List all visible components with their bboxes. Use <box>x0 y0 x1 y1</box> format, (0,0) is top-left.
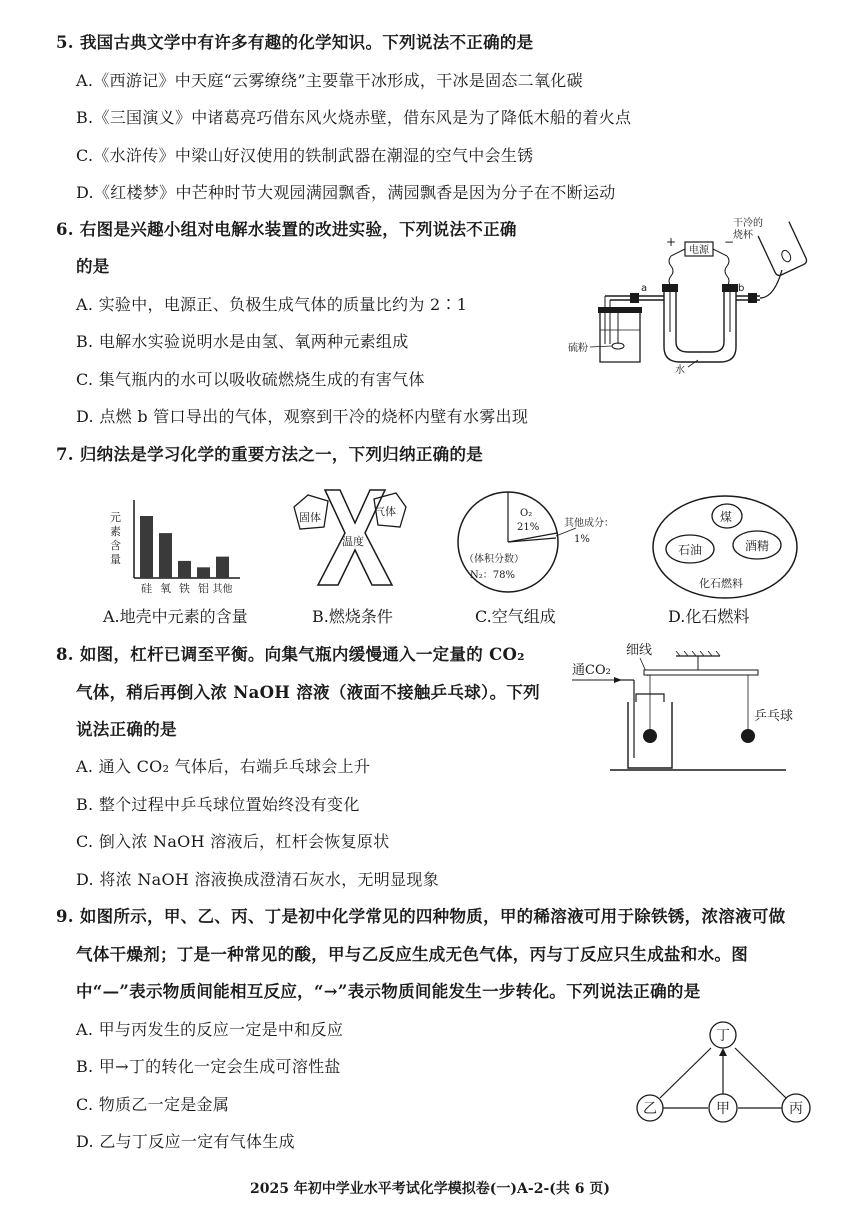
pie-other-pct: 1% <box>574 534 590 545</box>
page-footer: 2025 年初中学业水平考试化学模拟卷(一)A-2-(共 6 页) <box>249 1181 611 1197</box>
q6-option-b: B. 电解水实验说明水是由氢、氧两种元素组成 <box>76 332 409 351</box>
fig-d-oil: 石油 <box>678 543 703 557</box>
tick-label-3: 铝 <box>198 582 209 595</box>
wires <box>669 256 729 286</box>
dry-beaker <box>758 222 808 277</box>
bar-4 <box>216 557 229 578</box>
fig-b-right: 气体 <box>374 505 396 518</box>
ping-pong-right <box>741 729 755 743</box>
q9-stem-line3: 中“—”表示物质间能相互反应，“→”表示物质间能发生一步转化。下列说法正确的是 <box>76 982 701 1001</box>
fossil-fuel-figure <box>650 493 800 601</box>
fig-d-alcohol: 酒精 <box>745 539 770 553</box>
bar-2 <box>178 561 191 578</box>
chart-ylabel-3: 含 <box>110 539 121 552</box>
q8-option-b: B. 整个过程中乒乓球位置始终没有变化 <box>76 795 360 814</box>
fig-d-coal: 煤 <box>720 510 733 524</box>
pie-o2-pct: 21% <box>517 522 540 533</box>
q6-option-a: A. 实验中，电源正、负极生成气体的质量比约为 2∶1 <box>76 295 468 314</box>
q7-caption-c: C.空气组成 <box>475 607 556 626</box>
beaker-label-2: 烧杯 <box>733 230 753 241</box>
combustion-figure <box>290 485 410 600</box>
q9-option-d: D. 乙与丁反应一定有气体生成 <box>76 1132 295 1151</box>
q7-caption-a: A.地壳中元素的含量 <box>103 607 248 626</box>
q5-option-d: D.《红楼梦》中芒种时节大观园满园飘香，满园飘香是因为分子在不断运动 <box>76 183 616 202</box>
q6-option-d: D. 点燃 b 管口导出的气体，观察到干冷的烧杯内壁有水雾出现 <box>76 407 529 426</box>
q9-option-c: C. 物质乙一定是金属 <box>76 1095 230 1114</box>
tick-label-2: 铁 <box>179 582 190 595</box>
q5-option-b: B.《三国演义》中诸葛亮巧借东风火烧赤壁，借东风是为了降低木船的着火点 <box>76 108 632 127</box>
tick-label-0: 硅 <box>141 582 152 595</box>
pie-slice-other <box>508 538 556 542</box>
bar-0 <box>140 516 153 578</box>
q7-caption-d: D.化石燃料 <box>668 607 750 626</box>
tube-a-label: a <box>641 283 648 294</box>
plus-sign: + <box>666 235 677 249</box>
chart-ylabel-4: 量 <box>110 553 121 566</box>
tick-label-1: 氧 <box>160 582 171 595</box>
pie-vol-label: （体积分数） <box>464 554 524 565</box>
u-tube-inner <box>676 292 724 352</box>
pie-other-label: 其他成分： <box>564 518 614 529</box>
lever-bar <box>644 670 758 675</box>
pie-n2-label: N₂：78% <box>470 570 515 581</box>
substance-relation-diagram <box>628 1020 818 1130</box>
q6-stem-line2: 的是 <box>76 257 110 276</box>
q9-stem-line1: 9. 如图所示，甲、乙、丙、丁是初中化学常见的四种物质，甲的稀溶液可用于除铁锈，浓溶液可做 <box>56 907 786 926</box>
electrolysis-figure <box>560 212 810 377</box>
pie-slice-n2 <box>508 533 557 542</box>
chart-ylabel-1: 元 <box>110 511 121 524</box>
minus-sign: − <box>724 235 735 249</box>
q5-option-c: C.《水浒传》中梁山好汉使用的铁制武器在潮湿的空气中会生锈 <box>76 146 534 165</box>
edge-ding-yi <box>660 1048 711 1098</box>
q8-stem-line2: 气体，稍后再倒入浓 NaOH 溶液（液面不接触乒乓球）。下列 <box>76 683 540 702</box>
q6-stem-line1: 6. 右图是兴趣小组对电解水装置的改进实验，下列说法不正确 <box>56 220 517 239</box>
ping-pong-left <box>643 729 657 743</box>
q7-caption-b: B.燃烧条件 <box>312 607 393 626</box>
fig-b-center: 温度 <box>342 535 364 548</box>
node-yi-label: 乙 <box>643 1101 657 1117</box>
lever-figure <box>568 638 818 778</box>
q8-option-d: D. 将浓 NaOH 溶液换成澄清石灰水，无明显现象 <box>76 870 440 889</box>
bar-3 <box>197 567 210 578</box>
beaker-label-1: 干冷的 <box>733 218 763 229</box>
edge-ding-bing <box>735 1048 786 1098</box>
ball-label: 乒乓球 <box>754 709 794 724</box>
gas-bottle <box>600 312 640 362</box>
pie-o2-label: O₂ <box>520 508 533 519</box>
q8-stem-line3: 说法正确的是 <box>76 720 177 739</box>
power-label: 电源 <box>689 245 709 256</box>
bar-1 <box>159 533 172 578</box>
co2-inlet-label: 通CO₂ <box>572 663 611 678</box>
thread-label: 细线 <box>626 643 653 658</box>
air-composition-pie <box>450 490 640 600</box>
q6-option-c: C. 集气瓶内的水可以吸收硫燃烧生成的有害气体 <box>76 370 425 389</box>
tube-b-label: b <box>738 283 745 294</box>
q8-option-c: C. 倒入浓 NaOH 溶液后，杠杆会恢复原状 <box>76 832 390 851</box>
q8-stem-line1: 8. 如图，杠杆已调至平衡。向集气瓶内缓慢通入一定量的 CO₂ <box>56 645 525 664</box>
q9-option-a: A. 甲与丙发生的反应一定是中和反应 <box>76 1020 344 1039</box>
q7-stem: 7. 归纳法是学习化学的重要方法之一，下列归纳正确的是 <box>56 445 484 464</box>
chart-ylabel-2: 素 <box>110 525 121 538</box>
q9-option-b: B. 甲→丁的转化一定会生成可溶性盐 <box>76 1057 341 1076</box>
water-label: 水 <box>675 365 685 376</box>
tick-label-4: 其他 <box>212 584 233 595</box>
node-jia-label: 甲 <box>716 1101 730 1117</box>
crust-element-chart <box>110 495 250 605</box>
fig-b-left: 固体 <box>299 511 321 524</box>
q5-stem: 5. 我国古典文学中有许多有趣的化学知识。下列说法不正确的是 <box>56 33 534 52</box>
q9-stem-line2: 气体干燥剂；丁是一种常见的酸，甲与乙反应生成无色气体，丙与丁反应只生成盐和水。图 <box>76 945 748 964</box>
node-bing-label: 丙 <box>789 1101 803 1117</box>
sulfur-label: 硫粉 <box>568 343 588 354</box>
q5-option-a: A.《西游记》中天庭“云雾缭绕”主要靠干冰形成，干冰是固态二氧化碳 <box>76 71 583 90</box>
fig-d-outer: 化石燃料 <box>699 577 743 590</box>
node-ding-label: 丁 <box>716 1028 730 1044</box>
q8-option-a: A. 通入 CO₂ 气体后，右端乒乓球会上升 <box>76 757 371 776</box>
